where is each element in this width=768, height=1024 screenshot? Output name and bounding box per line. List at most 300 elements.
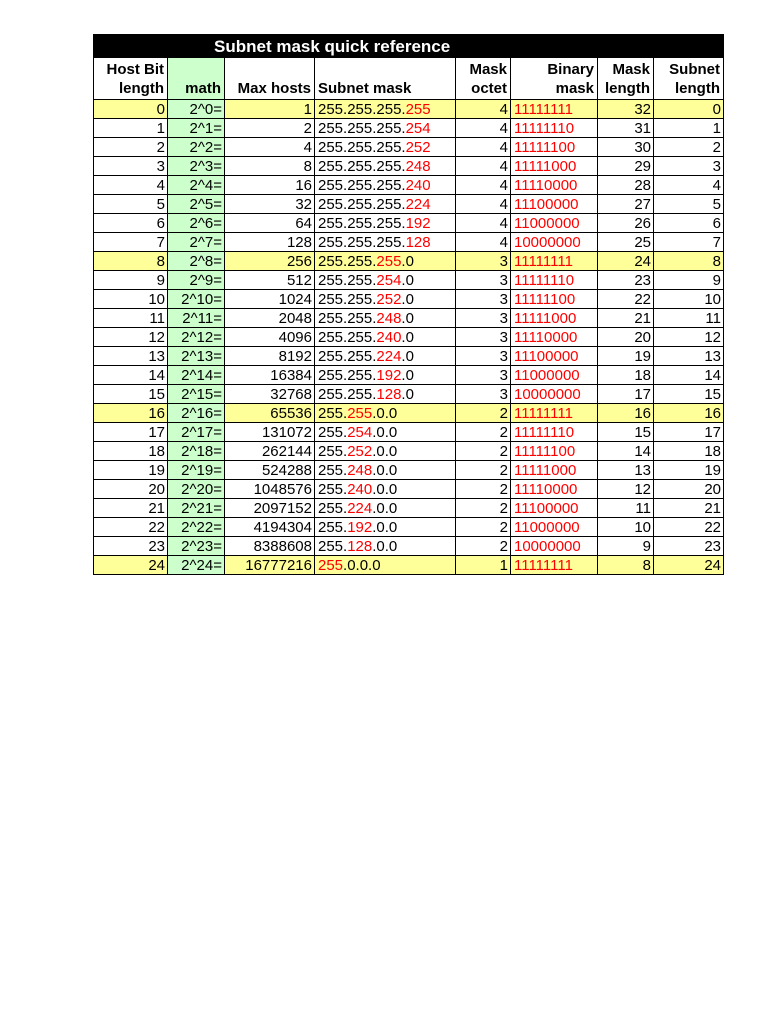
table-row <box>94 233 724 252</box>
host-bit-length-cell: 3 <box>94 157 168 176</box>
subnet-mask-cell <box>315 290 456 309</box>
header-subnet-length-line2: length <box>675 80 720 97</box>
subnet-length-cell: 6 <box>654 214 724 233</box>
table-row <box>94 442 724 461</box>
mask-octet-cell: 3 <box>456 385 511 404</box>
subnet-mask-fixed: 255. <box>318 423 348 441</box>
host-bit-length-cell: 11 <box>94 309 168 328</box>
header-host-bit-length-line1: Host Bit <box>106 61 164 78</box>
subnet-mask-fixed: 255. <box>318 499 348 517</box>
mask-octet-cell: 4 <box>456 195 511 214</box>
subnet-mask-variable-octet: 224 <box>405 195 431 213</box>
header-binary-mask <box>511 58 598 100</box>
mask-octet-cell: 2 <box>456 404 511 423</box>
subnet-mask-fixed: 255.255. <box>318 366 377 384</box>
binary-mask-cell: 11110000 <box>511 176 598 195</box>
math-cell: 2^2= <box>168 138 225 157</box>
mask-length-cell: 27 <box>598 195 654 214</box>
math-cell: 2^21= <box>168 499 225 518</box>
table-row <box>94 100 724 119</box>
binary-mask-cell: 11111100 <box>511 442 598 461</box>
mask-length-cell: 11 <box>598 499 654 518</box>
binary-mask-cell: 11100000 <box>511 499 598 518</box>
subnet-mask-variable-octet: 252 <box>405 138 431 156</box>
header-mask-length <box>598 58 654 100</box>
subnet-length-cell: 13 <box>654 347 724 366</box>
header-mask-length-line1: Mask <box>612 61 650 78</box>
math-cell: 2^0= <box>168 100 225 119</box>
max-hosts-cell: 65536 <box>225 404 315 423</box>
binary-mask-cell: 11111110 <box>511 423 598 442</box>
subnet-length-cell: 14 <box>654 366 724 385</box>
math-cell: 2^18= <box>168 442 225 461</box>
subnet-mask-fixed: 255. <box>318 442 348 460</box>
binary-mask-cell: 11100000 <box>511 195 598 214</box>
max-hosts-cell: 16 <box>225 176 315 195</box>
subnet-mask-variable-octet: 240 <box>405 176 431 194</box>
mask-octet-cell: 4 <box>456 176 511 195</box>
subnet-length-cell: 10 <box>654 290 724 309</box>
subnet-mask-variable-octet: 240 <box>347 480 373 498</box>
subnet-mask-tail: .0 <box>401 328 414 346</box>
math-cell: 2^24= <box>168 556 225 575</box>
max-hosts-cell: 262144 <box>225 442 315 461</box>
binary-mask-cell: 11111111 <box>511 100 598 119</box>
mask-length-cell: 15 <box>598 423 654 442</box>
subnet-mask-fixed: 255. <box>318 480 348 498</box>
table-row <box>94 271 724 290</box>
subnet-mask-variable-octet: 224 <box>347 499 373 517</box>
subnet-length-cell: 11 <box>654 309 724 328</box>
subnet-mask-cell <box>315 100 456 119</box>
subnet-mask-variable-octet: 192 <box>405 214 431 232</box>
subnet-mask-variable-octet: 254 <box>347 423 373 441</box>
mask-length-cell: 10 <box>598 518 654 537</box>
subnet-mask-variable-octet: 252 <box>347 442 373 460</box>
subnet-length-cell: 9 <box>654 271 724 290</box>
subnet-mask-cell <box>315 252 456 271</box>
subnet-mask-cell <box>315 442 456 461</box>
subnet-mask-variable-octet: 128 <box>347 537 373 555</box>
subnet-mask-cell <box>315 518 456 537</box>
subnet-mask-tail: .0.0 <box>372 461 398 479</box>
math-cell: 2^12= <box>168 328 225 347</box>
table-row <box>94 423 724 442</box>
subnet-length-cell: 2 <box>654 138 724 157</box>
math-cell: 2^3= <box>168 157 225 176</box>
subnet-mask-tail: .0 <box>401 252 414 270</box>
header-host-bit-length-line2: length <box>119 80 164 97</box>
mask-octet-cell: 2 <box>456 537 511 556</box>
subnet-mask-cell <box>315 366 456 385</box>
host-bit-length-cell: 14 <box>94 366 168 385</box>
subnet-mask-cell <box>315 157 456 176</box>
host-bit-length-cell: 0 <box>94 100 168 119</box>
mask-length-cell: 22 <box>598 290 654 309</box>
subnet-mask-cell <box>315 309 456 328</box>
max-hosts-cell: 2048 <box>225 309 315 328</box>
math-cell: 2^4= <box>168 176 225 195</box>
subnet-mask-cell <box>315 347 456 366</box>
subnet-mask-fixed: 255.255.255. <box>318 195 406 213</box>
mask-octet-cell: 4 <box>456 214 511 233</box>
subnet-mask-variable-octet: 248 <box>376 309 402 327</box>
mask-length-cell: 19 <box>598 347 654 366</box>
table-row <box>94 252 724 271</box>
mask-octet-cell: 2 <box>456 423 511 442</box>
max-hosts-cell: 16384 <box>225 366 315 385</box>
subnet-mask-tail: .0.0 <box>372 404 398 422</box>
subnet-mask-fixed: 255.255.255. <box>318 138 406 156</box>
max-hosts-cell: 8 <box>225 157 315 176</box>
host-bit-length-cell: 20 <box>94 480 168 499</box>
subnet-length-cell: 0 <box>654 100 724 119</box>
subnet-mask-cell <box>315 176 456 195</box>
mask-length-cell: 32 <box>598 100 654 119</box>
subnet-mask-tail: .0 <box>401 347 414 365</box>
subnet-mask-fixed: 255.255.255. <box>318 214 406 232</box>
subnet-mask-cell <box>315 195 456 214</box>
subnet-length-cell: 24 <box>654 556 724 575</box>
subnet-mask-fixed: 255. <box>318 461 348 479</box>
math-cell: 2^5= <box>168 195 225 214</box>
subnet-mask-variable-octet: 248 <box>405 157 431 175</box>
subnet-length-cell: 16 <box>654 404 724 423</box>
math-cell: 2^22= <box>168 518 225 537</box>
subnet-mask-variable-octet: 248 <box>347 461 373 479</box>
max-hosts-cell: 16777216 <box>225 556 315 575</box>
mask-octet-cell: 2 <box>456 480 511 499</box>
subnet-mask-tail: .0 <box>401 366 414 384</box>
subnet-mask-cell <box>315 271 456 290</box>
mask-octet-cell: 3 <box>456 252 511 271</box>
binary-mask-cell: 10000000 <box>511 537 598 556</box>
max-hosts-cell: 2097152 <box>225 499 315 518</box>
table-row <box>94 518 724 537</box>
subnet-mask-variable-octet: 255 <box>405 100 431 118</box>
binary-mask-cell: 11111000 <box>511 461 598 480</box>
math-cell: 2^11= <box>168 309 225 328</box>
subnet-mask-fixed: 255.255.255. <box>318 119 406 137</box>
subnet-mask-fixed: 255.255.255. <box>318 233 406 251</box>
subnet-mask-variable-octet: 192 <box>347 518 373 536</box>
max-hosts-cell: 128 <box>225 233 315 252</box>
header-mask-octet <box>456 58 511 100</box>
host-bit-length-cell: 1 <box>94 119 168 138</box>
subnet-length-cell: 22 <box>654 518 724 537</box>
subnet-length-cell: 15 <box>654 385 724 404</box>
max-hosts-cell: 32768 <box>225 385 315 404</box>
mask-length-cell: 13 <box>598 461 654 480</box>
mask-length-cell: 18 <box>598 366 654 385</box>
math-cell: 2^1= <box>168 119 225 138</box>
subnet-length-cell: 7 <box>654 233 724 252</box>
mask-octet-cell: 3 <box>456 290 511 309</box>
mask-octet-cell: 4 <box>456 157 511 176</box>
table-title: Subnet mask quick reference <box>94 35 724 58</box>
mask-octet-cell: 3 <box>456 271 511 290</box>
subnet-mask-variable-octet: 192 <box>376 366 402 384</box>
max-hosts-cell: 8388608 <box>225 537 315 556</box>
math-cell: 2^16= <box>168 404 225 423</box>
subnet-length-cell: 3 <box>654 157 724 176</box>
subnet-mask-variable-octet: 255 <box>347 404 373 422</box>
mask-length-cell: 21 <box>598 309 654 328</box>
math-cell: 2^14= <box>168 366 225 385</box>
subnet-mask-fixed: 255.255. <box>318 290 377 308</box>
subnet-length-cell: 21 <box>654 499 724 518</box>
host-bit-length-cell: 10 <box>94 290 168 309</box>
host-bit-length-cell: 23 <box>94 537 168 556</box>
math-cell: 2^13= <box>168 347 225 366</box>
binary-mask-cell: 11000000 <box>511 366 598 385</box>
subnet-mask-fixed: 255.255.255. <box>318 176 406 194</box>
host-bit-length-cell: 19 <box>94 461 168 480</box>
header-mask-length-line2: length <box>605 80 650 97</box>
subnet-mask-variable-octet: 254 <box>376 271 402 289</box>
subnet-mask-cell <box>315 480 456 499</box>
subnet-mask-fixed: 255. <box>318 518 348 536</box>
table-row <box>94 309 724 328</box>
mask-length-cell: 28 <box>598 176 654 195</box>
host-bit-length-cell: 22 <box>94 518 168 537</box>
host-bit-length-cell: 2 <box>94 138 168 157</box>
max-hosts-cell: 1024 <box>225 290 315 309</box>
mask-length-cell: 31 <box>598 119 654 138</box>
subnet-mask-cell <box>315 138 456 157</box>
host-bit-length-cell: 8 <box>94 252 168 271</box>
max-hosts-cell: 64 <box>225 214 315 233</box>
table-row <box>94 499 724 518</box>
subnet-mask-variable-octet: 128 <box>376 385 402 403</box>
mask-length-cell: 20 <box>598 328 654 347</box>
header-binary-mask-line2: mask <box>555 80 594 97</box>
subnet-mask-variable-octet: 224 <box>376 347 402 365</box>
binary-mask-cell: 11100000 <box>511 347 598 366</box>
math-cell: 2^19= <box>168 461 225 480</box>
math-cell: 2^8= <box>168 252 225 271</box>
mask-length-cell: 9 <box>598 537 654 556</box>
mask-octet-cell: 3 <box>456 309 511 328</box>
subnet-mask-tail: .0.0 <box>372 537 398 555</box>
subnet-mask-tail: .0 <box>401 385 414 403</box>
mask-octet-cell: 3 <box>456 328 511 347</box>
mask-octet-cell: 3 <box>456 347 511 366</box>
table-row <box>94 480 724 499</box>
mask-octet-cell: 2 <box>456 518 511 537</box>
mask-length-cell: 24 <box>598 252 654 271</box>
header-host-bit-length <box>94 58 168 100</box>
table-row <box>94 157 724 176</box>
subnet-mask-fixed: 255.255.255. <box>318 157 406 175</box>
binary-mask-cell: 11111110 <box>511 271 598 290</box>
max-hosts-cell: 512 <box>225 271 315 290</box>
subnet-mask-variable-octet: 255 <box>376 252 402 270</box>
mask-length-cell: 23 <box>598 271 654 290</box>
subnet-mask-fixed: 255.255. <box>318 385 377 403</box>
subnet-length-cell: 12 <box>654 328 724 347</box>
binary-mask-cell: 10000000 <box>511 233 598 252</box>
mask-length-cell: 29 <box>598 157 654 176</box>
subnet-mask-cell <box>315 461 456 480</box>
subnet-length-cell: 23 <box>654 537 724 556</box>
math-cell: 2^9= <box>168 271 225 290</box>
mask-length-cell: 26 <box>598 214 654 233</box>
subnet-length-cell: 19 <box>654 461 724 480</box>
subnet-mask-tail: .0.0 <box>372 442 398 460</box>
header-binary-mask-line1: Binary <box>547 61 594 78</box>
math-cell: 2^15= <box>168 385 225 404</box>
binary-mask-cell: 11111100 <box>511 138 598 157</box>
subnet-mask-variable-octet: 255 <box>318 556 344 574</box>
subnet-mask-cell <box>315 233 456 252</box>
table-row <box>94 461 724 480</box>
subnet-mask-cell <box>315 404 456 423</box>
header-row <box>94 58 724 100</box>
header-subnet-mask: Subnet mask <box>315 58 456 100</box>
subnet-length-cell: 4 <box>654 176 724 195</box>
mask-octet-cell: 4 <box>456 138 511 157</box>
subnet-length-cell: 17 <box>654 423 724 442</box>
max-hosts-cell: 524288 <box>225 461 315 480</box>
subnet-mask-tail: .0.0 <box>372 499 398 517</box>
header-mask-octet-line2: octet <box>471 80 507 97</box>
header-mask-octet-line1: Mask <box>469 61 507 78</box>
binary-mask-cell: 11000000 <box>511 518 598 537</box>
subnet-mask-variable-octet: 252 <box>376 290 402 308</box>
subnet-mask-tail: .0.0.0 <box>343 556 381 574</box>
max-hosts-cell: 4096 <box>225 328 315 347</box>
math-cell: 2^23= <box>168 537 225 556</box>
binary-mask-cell: 10000000 <box>511 385 598 404</box>
subnet-mask-fixed: 255.255. <box>318 252 377 270</box>
table-row <box>94 404 724 423</box>
mask-length-cell: 16 <box>598 404 654 423</box>
subnet-mask-cell <box>315 328 456 347</box>
binary-mask-cell: 11111110 <box>511 119 598 138</box>
subnet-mask-tail: .0 <box>401 271 414 289</box>
subnet-mask-cell <box>315 214 456 233</box>
subnet-mask-fixed: 255.255. <box>318 328 377 346</box>
mask-octet-cell: 4 <box>456 100 511 119</box>
table-row <box>94 328 724 347</box>
subnet-mask-fixed: 255.255.255. <box>318 100 406 118</box>
table-row <box>94 176 724 195</box>
host-bit-length-cell: 12 <box>94 328 168 347</box>
mask-length-cell: 30 <box>598 138 654 157</box>
mask-octet-cell: 2 <box>456 461 511 480</box>
max-hosts-cell: 4194304 <box>225 518 315 537</box>
subnet-mask-tail: .0 <box>401 309 414 327</box>
subnet-reference-table <box>93 34 724 575</box>
math-cell: 2^10= <box>168 290 225 309</box>
subnet-length-cell: 8 <box>654 252 724 271</box>
table-row <box>94 214 724 233</box>
table-row <box>94 290 724 309</box>
binary-mask-cell: 11110000 <box>511 328 598 347</box>
math-cell: 2^20= <box>168 480 225 499</box>
binary-mask-cell: 11111111 <box>511 556 598 575</box>
subnet-mask-variable-octet: 240 <box>376 328 402 346</box>
binary-mask-cell: 11111000 <box>511 157 598 176</box>
table-row <box>94 347 724 366</box>
max-hosts-cell: 8192 <box>225 347 315 366</box>
subnet-mask-cell <box>315 537 456 556</box>
subnet-mask-cell <box>315 423 456 442</box>
subnet-mask-cell <box>315 499 456 518</box>
mask-octet-cell: 4 <box>456 233 511 252</box>
max-hosts-cell: 1 <box>225 100 315 119</box>
table-row <box>94 366 724 385</box>
binary-mask-cell: 11000000 <box>511 214 598 233</box>
mask-length-cell: 12 <box>598 480 654 499</box>
header-math: math <box>168 58 225 100</box>
table-row <box>94 195 724 214</box>
header-subnet-length-line1: Subnet <box>669 61 720 78</box>
math-cell: 2^6= <box>168 214 225 233</box>
binary-mask-cell: 11111000 <box>511 309 598 328</box>
title-row <box>94 35 724 58</box>
table-row <box>94 537 724 556</box>
math-cell: 2^7= <box>168 233 225 252</box>
binary-mask-cell: 11110000 <box>511 480 598 499</box>
max-hosts-cell: 2 <box>225 119 315 138</box>
host-bit-length-cell: 18 <box>94 442 168 461</box>
host-bit-length-cell: 13 <box>94 347 168 366</box>
subnet-length-cell: 5 <box>654 195 724 214</box>
subnet-mask-cell <box>315 556 456 575</box>
subnet-mask-fixed: 255.255. <box>318 309 377 327</box>
mask-length-cell: 17 <box>598 385 654 404</box>
subnet-mask-variable-octet: 254 <box>405 119 431 137</box>
mask-octet-cell: 3 <box>456 366 511 385</box>
subnet-mask-fixed: 255. <box>318 537 348 555</box>
subnet-length-cell: 18 <box>654 442 724 461</box>
table-body <box>94 100 724 575</box>
binary-mask-cell: 11111100 <box>511 290 598 309</box>
binary-mask-cell: 11111111 <box>511 404 598 423</box>
subnet-mask-tail: .0.0 <box>372 423 398 441</box>
subnet-mask-variable-octet: 128 <box>405 233 431 251</box>
max-hosts-cell: 1048576 <box>225 480 315 499</box>
table-row <box>94 556 724 575</box>
mask-octet-cell: 1 <box>456 556 511 575</box>
host-bit-length-cell: 21 <box>94 499 168 518</box>
header-subnet-length <box>654 58 724 100</box>
subnet-length-cell: 1 <box>654 119 724 138</box>
host-bit-length-cell: 15 <box>94 385 168 404</box>
mask-octet-cell: 2 <box>456 442 511 461</box>
mask-length-cell: 8 <box>598 556 654 575</box>
host-bit-length-cell: 7 <box>94 233 168 252</box>
host-bit-length-cell: 4 <box>94 176 168 195</box>
mask-octet-cell: 2 <box>456 499 511 518</box>
max-hosts-cell: 4 <box>225 138 315 157</box>
host-bit-length-cell: 24 <box>94 556 168 575</box>
subnet-mask-tail: .0.0 <box>372 480 398 498</box>
subnet-mask-fixed: 255.255. <box>318 347 377 365</box>
mask-length-cell: 14 <box>598 442 654 461</box>
host-bit-length-cell: 9 <box>94 271 168 290</box>
binary-mask-cell: 11111111 <box>511 252 598 271</box>
host-bit-length-cell: 5 <box>94 195 168 214</box>
subnet-mask-fixed: 255. <box>318 404 348 422</box>
subnet-mask-fixed: 255.255. <box>318 271 377 289</box>
subnet-mask-cell <box>315 385 456 404</box>
host-bit-length-cell: 6 <box>94 214 168 233</box>
host-bit-length-cell: 17 <box>94 423 168 442</box>
subnet-length-cell: 20 <box>654 480 724 499</box>
